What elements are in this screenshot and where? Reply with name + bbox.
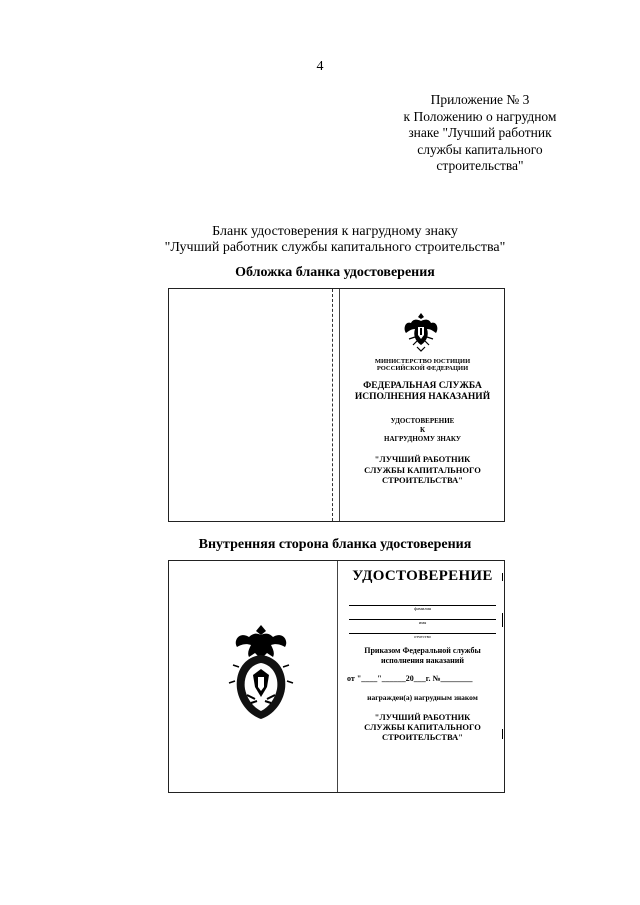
service-line: ФЕДЕРАЛЬНАЯ СЛУЖБА	[363, 381, 482, 391]
scan-mark	[502, 613, 503, 627]
certificate-inner	[168, 560, 505, 793]
service-name	[341, 381, 504, 403]
scan-mark	[502, 573, 503, 581]
badge-line: "ЛУЧШИЙ РАБОТНИК	[374, 712, 471, 722]
field-caption: отчество	[414, 634, 431, 639]
badge-emblem-icon	[225, 623, 297, 721]
appendix-note	[380, 92, 580, 175]
certificate-line: НАГРУДНОМУ ЗНАКУ	[384, 435, 461, 443]
title-line: "Лучший работник службы капитального строительства"	[164, 240, 506, 255]
cover-spine-line	[332, 289, 333, 521]
cover-section-title: Обложка бланка удостоверения	[235, 265, 435, 280]
order-date-line: от "____"______20___г. №________	[347, 674, 473, 683]
order-line: Приказом Федеральной службы	[364, 646, 481, 655]
badge-name	[341, 712, 504, 742]
field-caption: имя	[418, 620, 427, 625]
cover-front	[341, 289, 504, 521]
ministry-line: РОССИЙСКОЙ ФЕДЕРАЦИИ	[376, 365, 469, 372]
appendix-line: Приложение № 3	[430, 92, 530, 107]
inner-text-side	[341, 561, 504, 792]
order-text	[341, 646, 504, 666]
ministry-name	[341, 358, 504, 372]
ministry-line: МИНИСТЕРСТВО ЮСТИЦИИ	[374, 358, 471, 365]
service-line: ИСПОЛНЕНИЯ НАКАЗАНИЙ	[354, 392, 491, 402]
document-title	[60, 224, 610, 256]
certificate-heading: УДОСТОВЕРЕНИЕ	[352, 568, 493, 584]
cover-spine-line	[339, 289, 340, 521]
certificate-line: К	[419, 426, 426, 434]
order-line: исполнения наказаний	[381, 656, 464, 665]
badge-line: СЛУЖБЫ КАПИТАЛЬНОГО	[364, 722, 481, 732]
badge-name	[341, 454, 504, 486]
appendix-line: знаке "Лучший работник	[408, 125, 552, 140]
appendix-line: строительства"	[436, 158, 524, 173]
certificate-label	[341, 417, 504, 444]
certificate-cover	[168, 288, 505, 522]
inner-section-title: Внутренняя сторона бланка удостоверения	[198, 537, 472, 552]
field-caption: фамилия	[414, 606, 431, 611]
title-line: Бланк удостоверения к нагрудному знаку	[212, 224, 458, 239]
awarded-text: награжден(а) нагрудным знаком	[367, 693, 478, 702]
badge-line: "ЛУЧШИЙ РАБОТНИК	[374, 454, 471, 464]
page-number: 4	[316, 59, 324, 74]
certificate-line: УДОСТОВЕРЕНИЕ	[390, 417, 455, 425]
eagle-emblem-icon	[401, 309, 441, 353]
badge-line: СЛУЖБЫ КАПИТАЛЬНОГО	[364, 464, 481, 475]
scan-mark	[502, 729, 503, 739]
appendix-line: к Положению о нагрудном	[403, 108, 557, 124]
badge-line: СТРОИТЕЛЬСТВА"	[382, 732, 463, 742]
inner-fold-line	[337, 561, 338, 792]
badge-line: СТРОИТЕЛЬСТВА"	[382, 475, 463, 485]
appendix-line: службы капитального	[417, 141, 543, 157]
